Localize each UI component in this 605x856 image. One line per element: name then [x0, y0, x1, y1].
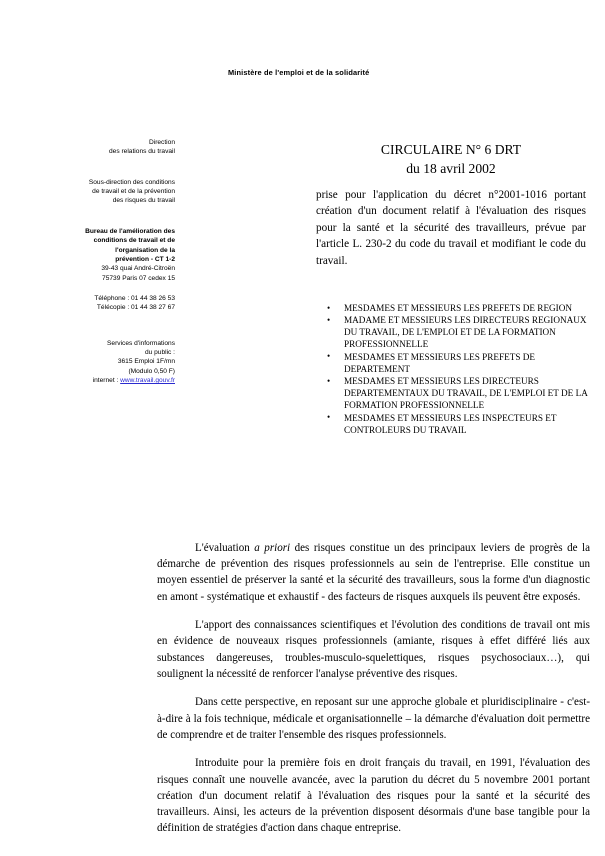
recipient-label: MESDAMES ET MESSIEURS LES INSPECTEURS ET CONTROLEURS DU TRAVAIL [344, 412, 557, 435]
services-line-4: (Modulo 0,50 F) [128, 367, 175, 375]
recipient-label: MESDAMES ET MESSIEURS LES DIRECTEURS DEPARTEMENTAUX DU TRAVAIL, DE L'EMPLOI ET DE LA FORMATION PROFESSIONNELLE [344, 376, 588, 411]
list-item [322, 376, 590, 412]
sous-direction-line-2: de travail et de la prévention [92, 188, 175, 196]
direction-line-1: Direction [148, 139, 175, 146]
address-line-1: 39-43 quai André-Citroën [101, 265, 175, 273]
circular-title [316, 140, 586, 179]
circular-title-line-2: du 18 avril 2002 [406, 161, 496, 177]
telephone-line: Téléphone : 01 44 38 26 53 [94, 294, 175, 302]
services-line-2: du public : [144, 349, 175, 357]
internet-label: internet : [92, 377, 121, 385]
services-line-1: Services d'informations [107, 339, 175, 347]
address-line-2: 75739 Paris 07 cedex 15 [102, 274, 175, 282]
sidebar [18, 138, 175, 385]
list-item [322, 303, 590, 315]
body-paragraph-4: Introduite pour la première fois en droit français du travail, en 1991, l'évaluation des risques connaît une nouvelle avancée, avec la parution du décret du 5 novembre 2001 portant création d'un document relatif à l'évaluation des risques pour la santé et la sécurité des travailleurs. Ainsi, les acteurs de la prévention disposent désormais d'une base tangible pour la définition de stratégies d'action dans chaque entreprise. [157, 757, 590, 835]
website-link[interactable]: www.travail.gouv.fr [120, 377, 175, 385]
sidebar-bureau-block [18, 227, 175, 283]
bullet-icon: • [327, 412, 331, 423]
recipients-list [322, 303, 590, 437]
sidebar-services-block [18, 339, 175, 386]
circular-title-line-1: CIRCULAIRE N° 6 DRT [380, 142, 522, 157]
body-text [157, 540, 590, 836]
internet-line [18, 376, 175, 385]
bureau-line-4: prévention - CT 1-2 [115, 255, 175, 263]
sous-direction-line-3: des risques du travail [112, 197, 175, 205]
direction-line-2: des relations du travail [109, 148, 175, 156]
bureau-line-3: l'organisation de la [115, 246, 175, 254]
sous-direction-line-1: Sous-direction des conditions [88, 178, 175, 186]
sidebar-direction-block [18, 138, 175, 157]
ministry-header: Ministère de l'emploi et de la solidarité [228, 68, 370, 77]
recipient-label: MESDAMES ET MESSIEURS LES PREFETS DE REGION [344, 303, 573, 313]
list-item [322, 413, 590, 437]
services-line-3: 3615 Emploi 1F/mn [117, 358, 175, 366]
sidebar-sous-direction-block [18, 178, 175, 206]
list-item [322, 352, 590, 376]
bullet-icon: • [327, 375, 331, 386]
bureau-line-2: conditions de travail et de [93, 237, 175, 245]
body-paragraph-2: L'apport des connaissances scientifiques et l'évolution des conditions de travail ont mis en évidence de nouveaux risques professionnels (amiante, risques à effet différé liés aux substances dangereuses, troubles-musculo-squelettiques, risques psychosociaux…), qui soulignent la nécessité de renforcer l'analyse préventive des risques. [157, 619, 590, 680]
body-paragraph-1 [157, 540, 590, 605]
recipient-label: MADAME ET MESSIEURS LES DIRECTEURS REGIONAUX DU TRAVAIL, DE L'EMPLOI ET DE LA FORMATION PROFESSIONNELLE [344, 315, 587, 350]
body-paragraph-3: Dans cette perspective, en reposant sur une approche globale et pluridisciplinaire - c'est-à-dire à la fois technique, médicale et organisationnelle – la démarche d'évaluation doit permettre de comprendre et de traiter l'ensemble des risques professionnels. [157, 696, 590, 741]
recipient-label: MESDAMES ET MESSIEURS LES PREFETS DE DEPARTEMENT [344, 351, 536, 374]
telecopie-line: Télécopie : 01 44 38 27 67 [96, 304, 175, 312]
circular-subject: prise pour l'application du décret n°2001-1016 portant création d'un document relatif à l'évaluation des risques pour la santé et la sécurité des travailleurs, prévue par l'article L. 230-2 du code du travail et modifiant le code du travail. [316, 189, 586, 267]
bullet-icon: • [327, 314, 331, 325]
list-item [322, 315, 590, 351]
paragraph-1-italic: a priori [254, 542, 291, 554]
paragraph-1-part-2: des risques constitue un des principaux leviers de progrès de la démarche de prévention des risques professionnels au sein de l'entreprise. Elle constitue un moyen essentiel de préserver la santé et la sécurité des travailleurs, sous la forme d'un diagnostic en amont - systématique et exhaustif - des facteurs de risques auxquels ils peuvent être exposés. [157, 542, 591, 603]
bullet-icon: • [327, 302, 331, 313]
bureau-line-1: Bureau de l'amélioration des [85, 227, 175, 235]
sidebar-contact-block [18, 294, 175, 313]
bullet-icon: • [327, 351, 331, 362]
paragraph-1-part-1: L'évaluation [195, 542, 255, 554]
